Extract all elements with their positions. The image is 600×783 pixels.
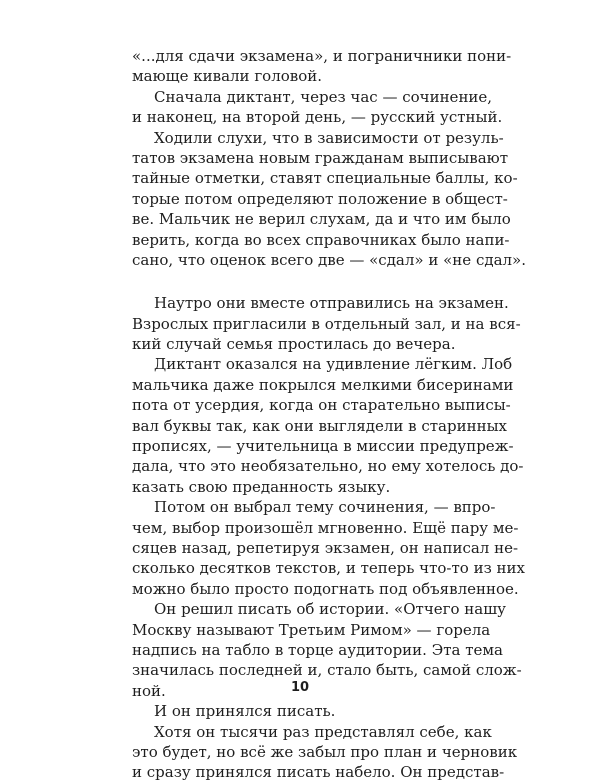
text-line: Хотя он тысячи раз представлял себе, как (154, 722, 492, 741)
text-line: сколько десятков текстов, и теперь что-то из них (132, 559, 525, 578)
text-line: татов экзамена новым гражданам выписывают (132, 148, 509, 167)
text-line: Диктант оказался на удивление лёгким. Лоб (154, 355, 513, 374)
text-line: и наконец, на второй день, — русский устный. (132, 108, 503, 127)
text-line: это будет, но всё же забыл про план и черновик (132, 742, 518, 761)
paragraph-4 (132, 293, 521, 354)
page-number: 10 (290, 680, 310, 695)
section-break (132, 270, 486, 293)
paragraph-6 (132, 497, 525, 599)
text-line: прописях, — учительница в миссии предупреж- (132, 437, 514, 456)
paragraph-2 (132, 87, 503, 128)
text-line: мальчика даже покрылся мелкими бисеринами (132, 375, 514, 394)
text-line: Ходили слухи, что в зависимости от резуль- (154, 128, 504, 147)
paragraph-9 (132, 722, 518, 783)
paragraph-3 (132, 128, 526, 271)
text-line: значилась последней и, стало быть, самой слож- (132, 661, 522, 680)
text-line: тайные отметки, ставят специальные баллы, ко- (132, 169, 518, 188)
text-line: «...для сдачи экзамена», и пограничники пони- (132, 47, 512, 65)
text-line: чем, выбор произошёл мгновенно. Ещё пару ме- (132, 518, 519, 537)
paragraph-1 (132, 46, 512, 87)
text-line: торые потом определяют положение в общест- (132, 189, 508, 208)
text-line: ной. (132, 681, 166, 700)
text-line: Взрослых пригласили в отдельный зал, и на вся- (132, 314, 521, 333)
text-line: сано, что оценок всего две — «сдал» и «не сдал». (132, 250, 526, 269)
text-line: можно было просто подогнать под объявленное. (132, 579, 519, 598)
text-line: вал буквы так, как они выглядели в старинных (132, 416, 507, 435)
body-text (132, 46, 526, 783)
text-line: дала, что это необязательно, но ему хотелось до- (132, 457, 524, 476)
text-line: Сначала диктант, через час — сочинение, (154, 87, 493, 106)
text-line: казать свою преданность языку. (132, 477, 391, 496)
text-line: Наутро они вместе отправились на экзамен. (154, 294, 509, 313)
paragraph-8 (132, 701, 486, 721)
text-line: и сразу принялся писать набело. Он представ- (132, 763, 505, 782)
text-line: сяцев назад, репетируя экзамен, он написал не- (132, 538, 519, 557)
text-line: пота от усердия, когда он старательно выписы- (132, 396, 511, 415)
text-line: надпись на табло в торце аудитории. Эта тема (132, 640, 503, 659)
text-line: верить, когда во всех справочниках было напи- (132, 230, 510, 249)
text-line: Он решил писать об истории. «Отчего нашу (154, 600, 506, 619)
text-line: кий случай семья простилась до вечера. (132, 335, 456, 354)
text-line: Потом он выбрал тему сочинения, — впро- (154, 498, 496, 517)
text-line: мающе кивали головой. (132, 67, 323, 86)
paragraph-5 (132, 354, 524, 497)
text-line: Москву называют Третьим Римом» — горела (132, 620, 491, 639)
text-line: ве. Мальчик не верил слухам, да и что им было (132, 210, 511, 229)
text-line: И он принялся писать. (154, 702, 336, 721)
